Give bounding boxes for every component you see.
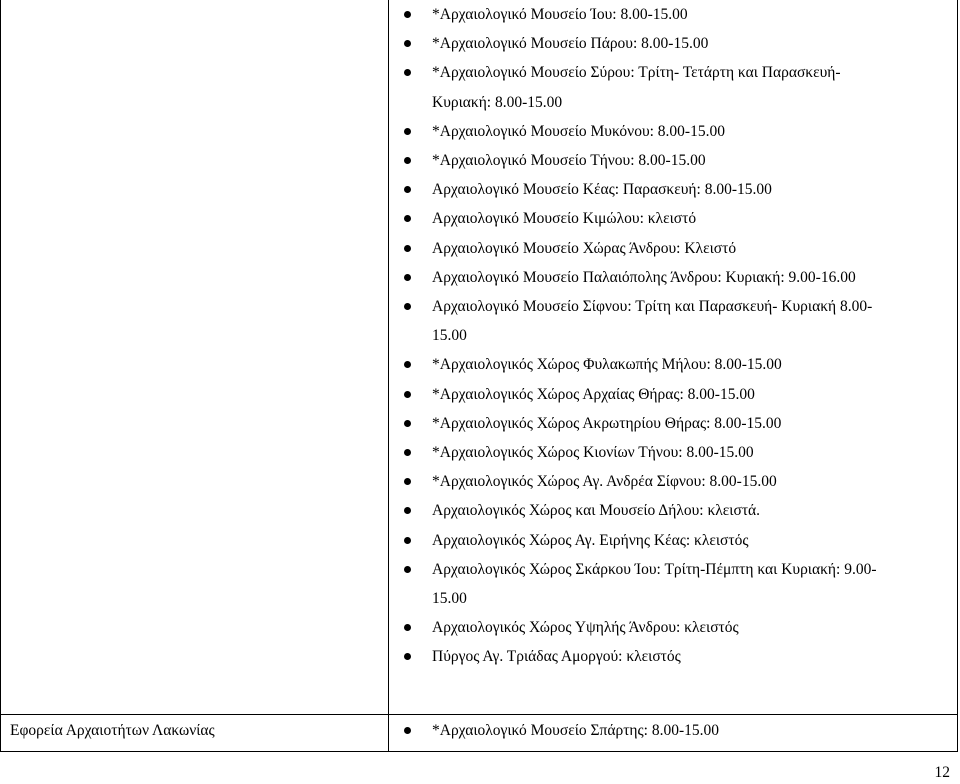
list-item-text: *Αρχαιολογικό Μουσείο Σύρου: Τρίτη- Τετάρτη και Παρασκευή- bbox=[432, 64, 841, 82]
list-item-text: 15.00 bbox=[432, 327, 467, 345]
list-item-text: *Αρχαιολογικό Μουσείο Πάρου: 8.00-15.00 bbox=[432, 35, 709, 53]
bullet-icon bbox=[404, 653, 411, 660]
bullet-icon bbox=[404, 40, 411, 47]
bullet-icon bbox=[404, 245, 411, 252]
list-item bbox=[396, 58, 956, 116]
ephorate-label: Εφορεία Αρχαιοτήτων Λακωνίας bbox=[10, 722, 215, 739]
bullet-icon bbox=[404, 624, 411, 631]
table-border-middle bbox=[388, 0, 389, 752]
list-item-text: *Αρχαιολογικός Χώρος Κιονίων Τήνου: 8.00-15.00 bbox=[432, 444, 754, 462]
list-item bbox=[396, 204, 956, 233]
table-border-right bbox=[957, 0, 958, 752]
list-item bbox=[396, 146, 956, 175]
bullet-icon bbox=[404, 361, 411, 368]
bullet-icon bbox=[404, 391, 411, 398]
bullet-icon bbox=[404, 128, 411, 135]
list-item-text: Αρχαιολογικός Χώρος και Μουσείο Δήλου: κλειστά. bbox=[432, 502, 761, 520]
list-item-text: Αρχαιολογικός Χώρος Αγ. Ειρήνης Κέας: κλειστός bbox=[432, 531, 749, 549]
list-item-text: *Αρχαιολογικό Μουσείο Τήνου: 8.00-15.00 bbox=[432, 152, 706, 170]
list-item bbox=[396, 642, 956, 671]
list-item-text: *Αρχαιολογικός Χώρος Φυλακωπής Μήλου: 8.00-15.00 bbox=[432, 356, 782, 374]
list-item bbox=[396, 555, 956, 613]
list-item-text: Κυριακή: 8.00-15.00 bbox=[432, 93, 563, 111]
page-number: 12 bbox=[934, 764, 950, 781]
list-item bbox=[396, 526, 956, 555]
list-item-text: 15.00 bbox=[432, 590, 467, 608]
list-item-text: Αρχαιολογικός Χώρος Σκάρκου Ίου: Τρίτη-Πέμπτη και Κυριακή: 9.00- bbox=[432, 560, 877, 578]
list-item-text: Αρχαιολογικός Χώρος Υψηλής Άνδρου: κλειστός bbox=[432, 619, 739, 637]
bullet-icon bbox=[404, 69, 411, 76]
list-item-text: *Αρχαιολογικός Χώρος Αγ. Ανδρέα Σίφνου: 8.00-15.00 bbox=[432, 473, 777, 491]
bullet-icon bbox=[404, 727, 411, 734]
list-item bbox=[396, 496, 956, 525]
list-item-text: Αρχαιολογικό Μουσείο Παλαιόπολης Άνδρου: Κυριακή: 9.00-16.00 bbox=[432, 268, 856, 286]
list-item-text: Αρχαιολογικό Μουσείο Σίφνου: Τρίτη και Παρασκευή- Κυριακή 8.00- bbox=[432, 298, 873, 316]
bullet-icon bbox=[404, 478, 411, 485]
museum-hours-list bbox=[396, 0, 956, 672]
bullet-icon bbox=[404, 507, 411, 514]
list-item-text: *Αρχαιολογικό Μουσείο Σπάρτης: 8.00-15.00 bbox=[432, 722, 720, 739]
bullet-icon bbox=[404, 11, 411, 18]
list-item bbox=[396, 380, 956, 409]
list-item bbox=[396, 409, 956, 438]
bullet-icon bbox=[404, 420, 411, 427]
bullet-icon bbox=[404, 157, 411, 164]
bullet-icon bbox=[404, 449, 411, 456]
table-row-divider bbox=[0, 714, 958, 715]
list-item bbox=[396, 716, 719, 745]
bullet-icon bbox=[404, 274, 411, 281]
list-item bbox=[396, 0, 956, 29]
list-item bbox=[396, 350, 956, 379]
bullet-icon bbox=[404, 303, 411, 310]
list-item-text: *Αρχαιολογικό Μουσείο Ίου: 8.00-15.00 bbox=[432, 6, 688, 23]
list-item bbox=[396, 175, 956, 204]
list-item-text: Αρχαιολογικό Μουσείο Χώρας Άνδρου: Κλειστό bbox=[432, 239, 737, 257]
list-item bbox=[396, 613, 956, 642]
list-item-text: Πύργος Αγ. Τριάδας Αμοργού: κλειστός bbox=[432, 648, 681, 666]
list-item-text: *Αρχαιολογικό Μουσείο Μυκόνου: 8.00-15.00 bbox=[432, 122, 725, 140]
list-item bbox=[396, 234, 956, 263]
table-border-left bbox=[0, 0, 1, 752]
list-item-text: *Αρχαιολογικός Χώρος Αρχαίας Θήρας: 8.00-15.00 bbox=[432, 385, 755, 403]
list-item bbox=[396, 117, 956, 146]
list-item bbox=[396, 263, 956, 292]
list-item bbox=[396, 292, 956, 350]
bullet-icon bbox=[404, 186, 411, 193]
bullet-icon bbox=[404, 566, 411, 573]
list-item bbox=[396, 467, 956, 496]
list-item-text: *Αρχαιολογικός Χώρος Ακρωτηρίου Θήρας: 8.00-15.00 bbox=[432, 414, 782, 432]
table-border-bottom bbox=[0, 751, 958, 752]
list-item bbox=[396, 29, 956, 58]
bullet-icon bbox=[404, 537, 411, 544]
list-item-text: Αρχαιολογικό Μουσείο Κέας: Παρασκευή: 8.00-15.00 bbox=[432, 181, 772, 199]
list-item-text: Αρχαιολογικό Μουσείο Κιμώλου: κλειστό bbox=[432, 210, 697, 228]
list-item bbox=[396, 438, 956, 467]
bullet-icon bbox=[404, 215, 411, 222]
